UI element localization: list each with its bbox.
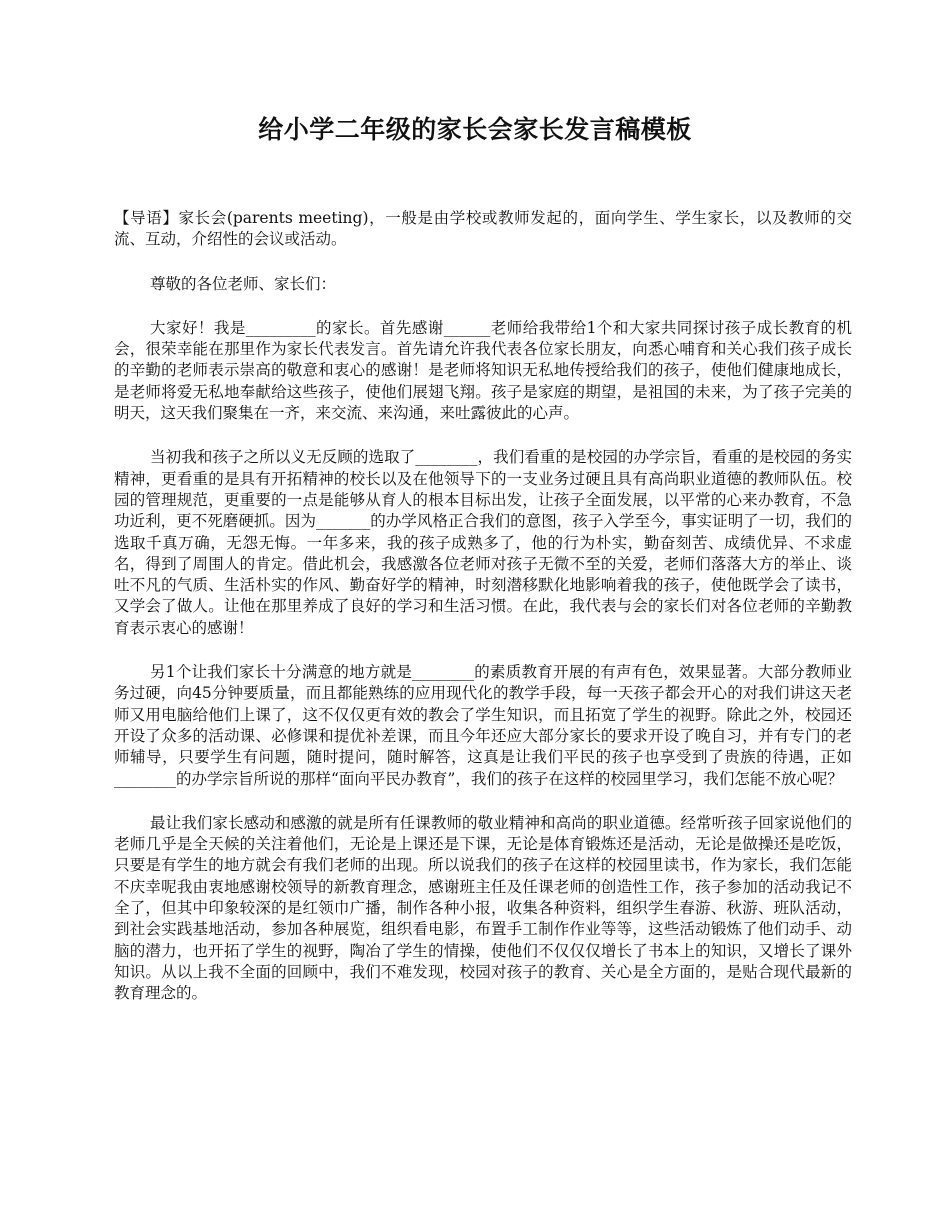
intro-paragraph: 【导语】家长会(parents meeting)，一般是由学校或教师发起的，面向学生、学生家长，以及教师的交流、互动，介绍性的会议或活动。 bbox=[114, 209, 852, 249]
body-paragraph: 另1个让我们家长十分满意的地方就是________的素质教育开展的有声有色，效果显著。大部分教师业务过硬，向45分钟要质量，而且都能熟练的应用现代化的教学手段，每一天孩子都会开心的对我们讲这天老师又用电脑给他们上课了，这不仅仅更有效的教会了学生知识，而且拓宽了学生的视野。除此之外，校园还开设了众多的活动课、必修课和提优补差课，而且今年还应大部分家长的要求开设了晚自习，并有专门的老师辅导，只要学生有问题，随时提问，随时解答，这真是让我们平民的孩子也享受到了贵族的待遇，正如________的办学宗旨所说的那样“面向平民办教育”，我们的孩子在这样的校园里学习，我们怎能不放心呢？ bbox=[114, 663, 852, 788]
salutation-paragraph: 尊敬的各位老师、家长们： bbox=[150, 274, 337, 293]
body-paragraph: 当初我和孩子之所以义无反顾的选取了________，我们看重的是校园的办学宗旨，看重的是校园的务实精神，更看重的是具有开拓精神的校长以及在他领导下的一支业务过硬且具有高尚职业道德的教师队伍。校园的管理规范，更重要的一点是能够从育人的根本目标出发，让孩子全面发展，以平常的心来办教育，不急功近利，更不死磨硬抓。因为_______的办学风格正合我们的意图，孩子入学至今，事实证明了一切，我们的选取千真万确，无怨无悔。一年多来，我的孩子成熟多了，他的行为朴实，勤奋刻苦、成绩优异、不求虚名，得到了周围人的肯定。借此机会，我感激各位老师对孩子无微不至的关爱，老师们落落大方的举止、谈吐不凡的气质、生活朴实的作风、勤奋好学的精神，时刻潜移默化地影响着我的孩子，使他既学会了读书，又学会了做人。让他在那里养成了良好的学习和生活习惯。在此，我代表与会的家长们对各位老师的辛勤教育表示衷心的感谢！ bbox=[114, 448, 852, 637]
document-title: 给小学二年级的家长会家长发言稿模板 bbox=[258, 115, 692, 144]
body-paragraph: 大家好！我是_________的家长。首先感谢______老师给我带给1个和大家共同探讨孩子成长教育的机会，很荣幸能在那里作为家长代表发言。首先请允许我代表各位家长朋友，向悉心哺育和关心我们孩子成长的辛勤的老师表示崇高的敬意和衷心的感谢！是老师将知识无私地传授给我们的孩子，使他们健康地成长，是老师将爱无私地奉献给这些孩子，使他们展翅飞翔。孩子是家庭的期望，是祖国的未来，为了孩子完美的明天，这天我们聚集在一齐，来交流、来沟通，来吐露彼此的心声。 bbox=[114, 318, 852, 423]
body-paragraph: 最让我们家长感动和感激的就是所有任课教师的敬业精神和高尚的职业道德。经常听孩子回家说他们的老师几乎是全天候的关注着他们，无论是上课还是下课，无论是体育锻炼还是活动，无论是做操还是吃饭，只要是有学生的地方就会有我们老师的出现。所以说我们的孩子在这样的校园里读书，作为家长，我们怎能不庆幸呢我由衷地感谢校领导的新教育理念，感谢班主任及任课老师的创造性工作，孩子参加的活动我记不全了，但其中印象较深的是红领巾广播，制作各种小报，收集各种资料，组织学生春游、秋游、班队活动，到社会实践基地活动，参加各种展览，组织看电影，布置手工制作作业等等，这些活动锻炼了他们动手、动脑的潜力，也开拓了学生的视野，陶冶了学生的情操，使他们不仅仅仅增长了书本上的知识，又增长了课外知识。从以上我不全面的回顾中，我们不难发现，校园对孩子的教育、关心是全方面的，是贴合现代最新的教育理念的。 bbox=[114, 813, 852, 1003]
document-body bbox=[114, 208, 852, 1028]
